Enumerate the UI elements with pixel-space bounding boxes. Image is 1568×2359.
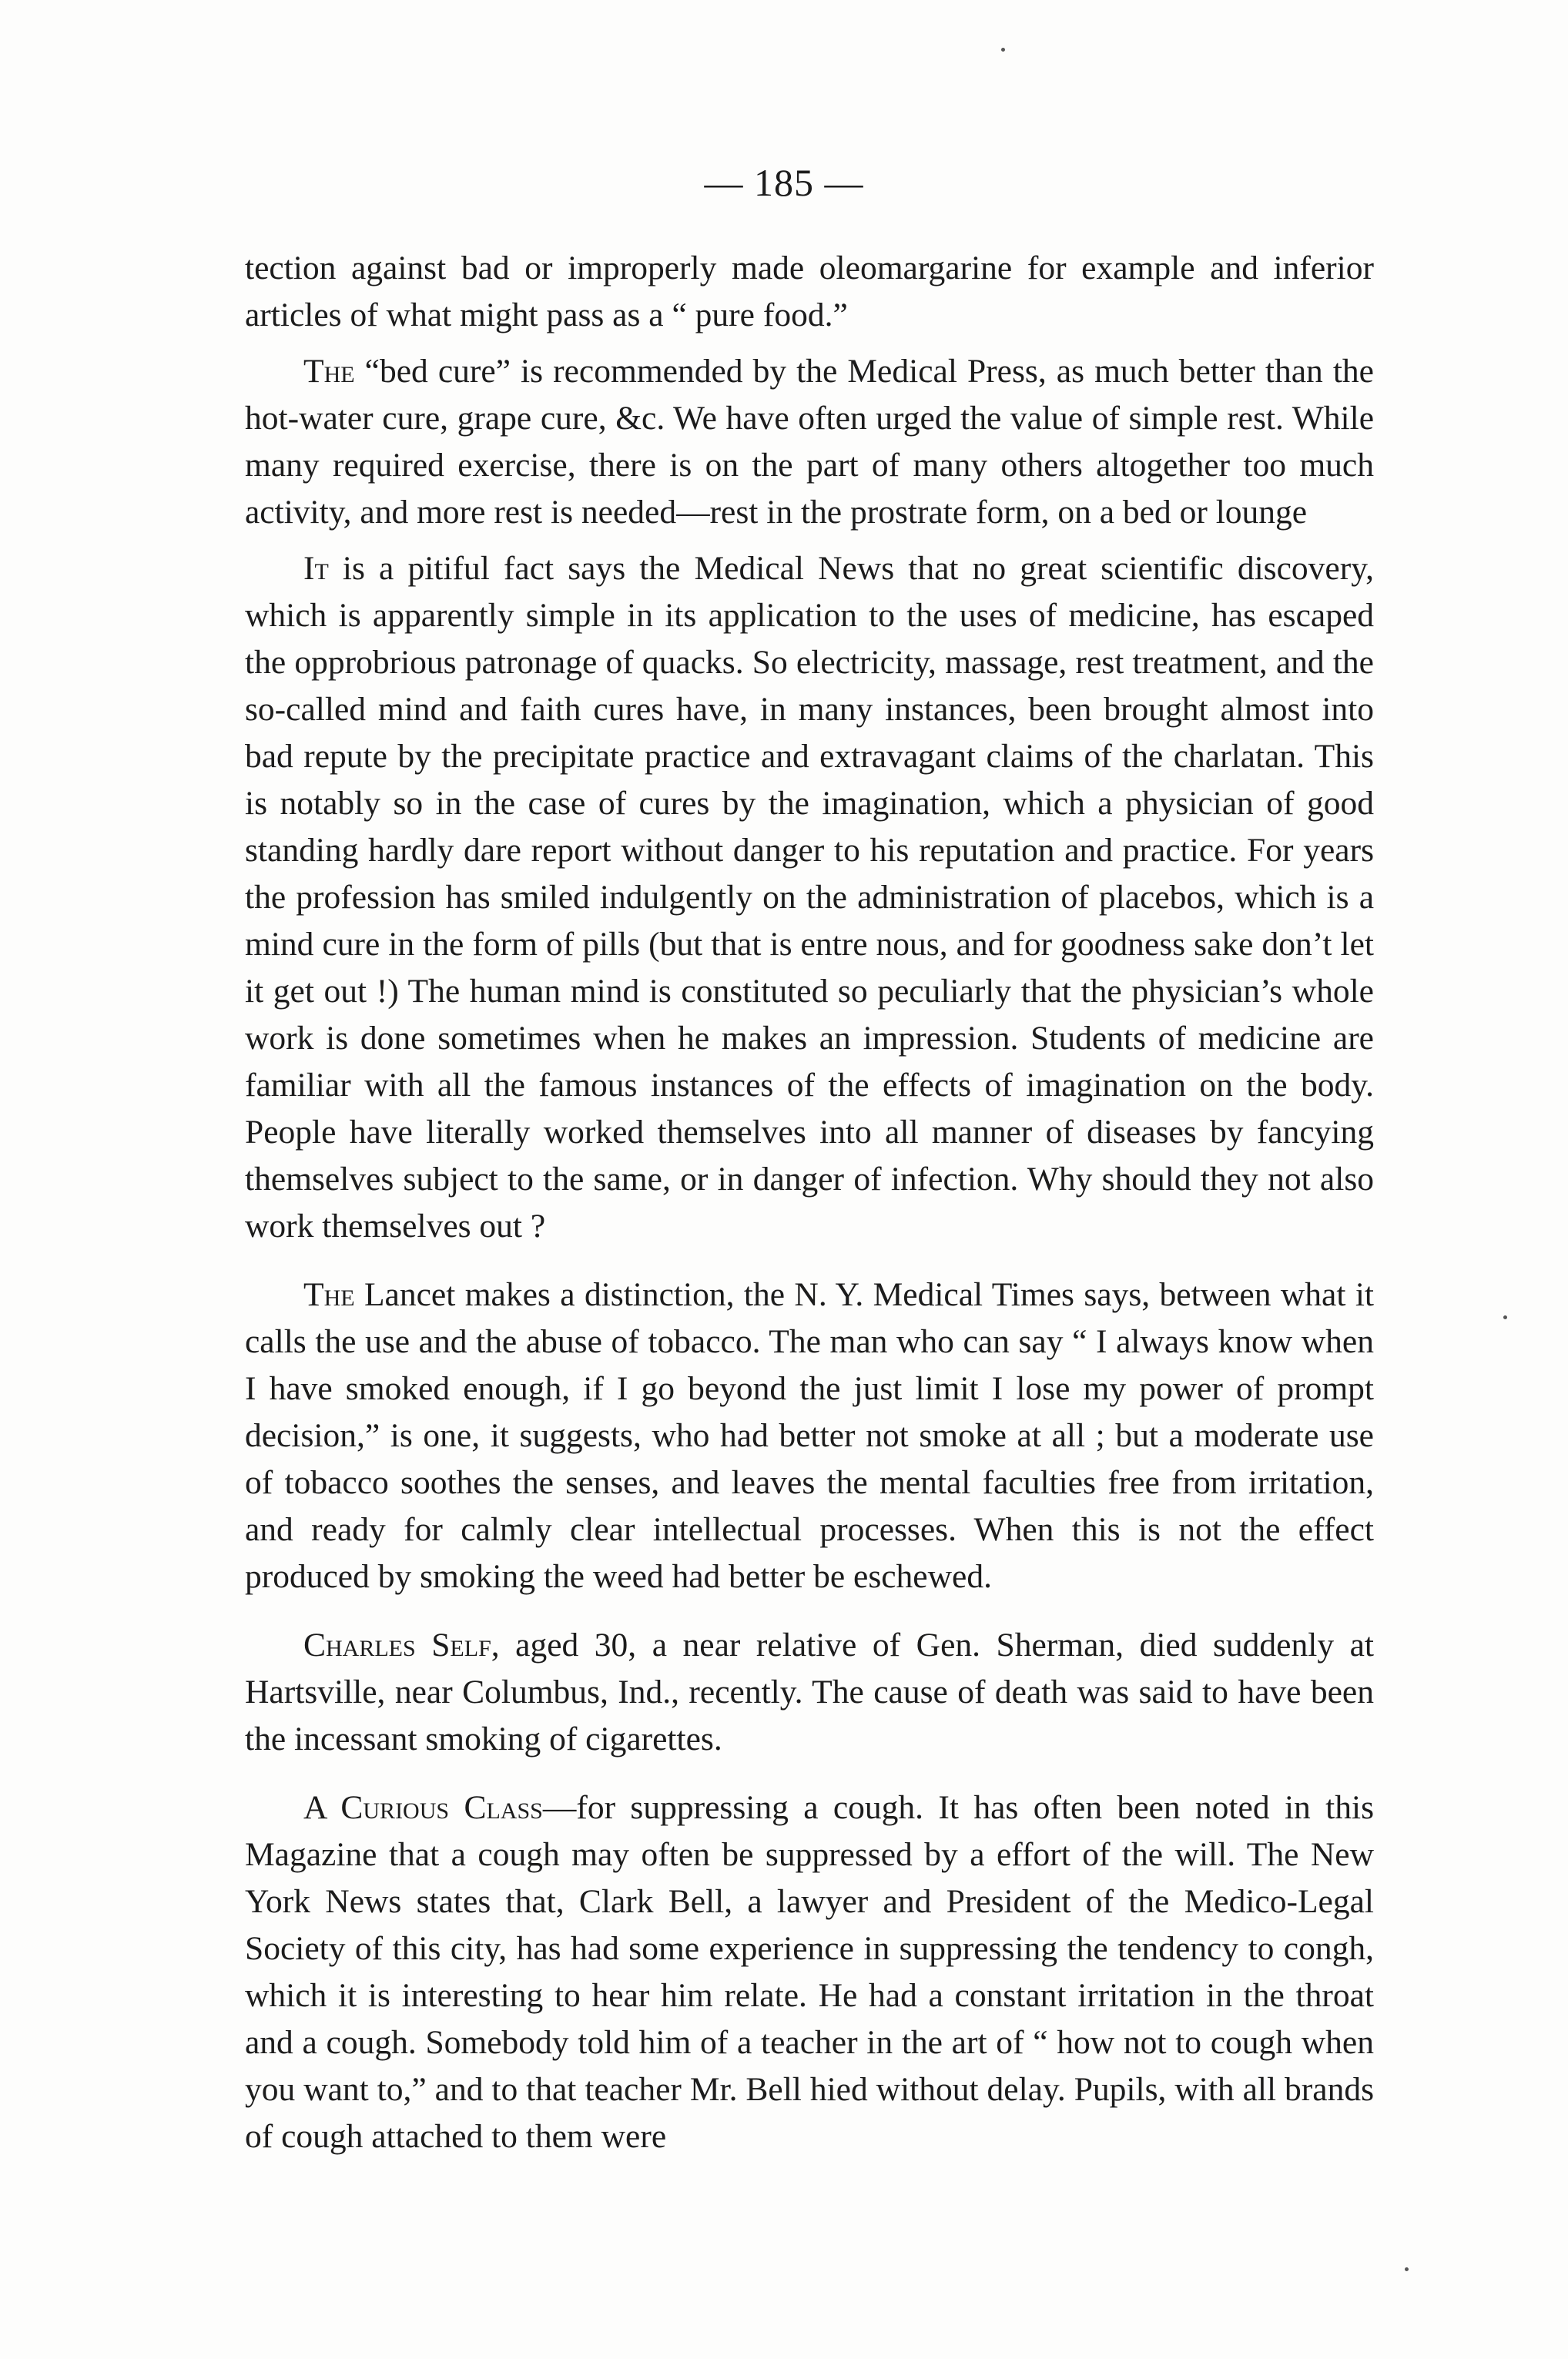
page-number: — 185 — — [704, 161, 864, 204]
paragraph-text: —for suppressing a cough. It has often been noted in this Magazine that a cough may often be suppressed by a effort of the will. The New York News states that, Clark Bell, a lawyer and President of the Medico-Legal Society of this city, has had some experience in suppressing the tendency to congh, which it is interesting to hear him relate. He had a constant irritation in the throat and a cough. Somebody told him of a teacher in the art of “ how not to cough when you want to,” and to that teacher Mr. Bell hied without delay. Pupils, with all brands of cough attached to them were — [245, 1789, 1374, 2155]
body-text — [245, 245, 1374, 2170]
paragraph-text: aged 30, a near relative of Gen. Sherman, died suddenly at Hartsville, near Columbus, Ind., recently. The cause of death was said to have been the incessant smoking of cigarettes. — [245, 1627, 1374, 1758]
paragraph-bed-cure — [245, 348, 1374, 536]
scan-speck — [1405, 2267, 1409, 2271]
paragraph-lead: The — [303, 353, 355, 390]
paragraph-lead: The — [303, 1276, 355, 1313]
paragraph-continuation — [245, 245, 1374, 339]
paragraph-mind-cure — [245, 545, 1374, 1250]
paragraph-lead: It — [303, 550, 329, 587]
paragraph-text: tection against bad or improperly made oleomargarine for example and inferior articles of what might pass as a “ pure food.” — [245, 250, 1374, 333]
paragraph-tobacco — [245, 1272, 1374, 1600]
paragraph-lead: A Curious Class — [303, 1789, 543, 1826]
paragraph-text: “bed cure” is recommended by the Medical Press, as much better than the hot-water cure, grape cure, &c. We have often urged the value of simple rest. While many required exercise, there is on the part of many others altogether too much activity, and more rest is needed—rest in the prostrate form, on a bed or lounge — [245, 353, 1374, 531]
paragraph-lead: Charles Self, — [303, 1627, 500, 1664]
paragraph-text: is a pitiful fact says the Medical News that no great scientific discovery, which is apparently simple in its application to the uses of medicine, has escaped the opprobrious patronage of quacks. So electricity, massage, rest treatment, and the so-called mind and faith cures have, in many instances, been brought almost into bad repute by the precipitate practice and extravagant claims of the charlatan. This is notably so in the case of cures by the imagination, which a physician of good standing hardly dare report without danger to his reputation and practice. For years the profession has smiled indulgently on the administration of placebos, which is a mind cure in the form of pills (but that is entre nous, and for goodness sake don’t let it get out !) The human mind is constituted so peculiarly that the physician’s whole work is done sometimes when he makes an impression. Students of medicine are familiar with all the famous instances of the effects of imagination on the body. People have literally worked themselves into all manner of diseases by fancying themselves subject to the same, or in danger of infection. Why should they not also work themselves out ? — [245, 550, 1374, 1245]
paragraph-charles-self — [245, 1622, 1374, 1763]
scan-speck — [1503, 1315, 1507, 1319]
paragraph-text: Lancet makes a distinction, the N. Y. Medical Times says, between what it calls the use and the abuse of tobacco. The man who can say “ I always know when I have smoked enough, if I go beyond the just limit I lose my power of prompt decision,” is one, it suggests, who had better not smoke at all ; but a moderate use of tobacco soothes the senses, and leaves the mental faculties free from irritation, and ready for calmly clear intellectual processes. When this is not the effect produced by smoking the weed had better be eschewed. — [245, 1276, 1374, 1595]
paragraph-curious-class — [245, 1784, 1374, 2160]
scan-speck — [1001, 48, 1005, 52]
